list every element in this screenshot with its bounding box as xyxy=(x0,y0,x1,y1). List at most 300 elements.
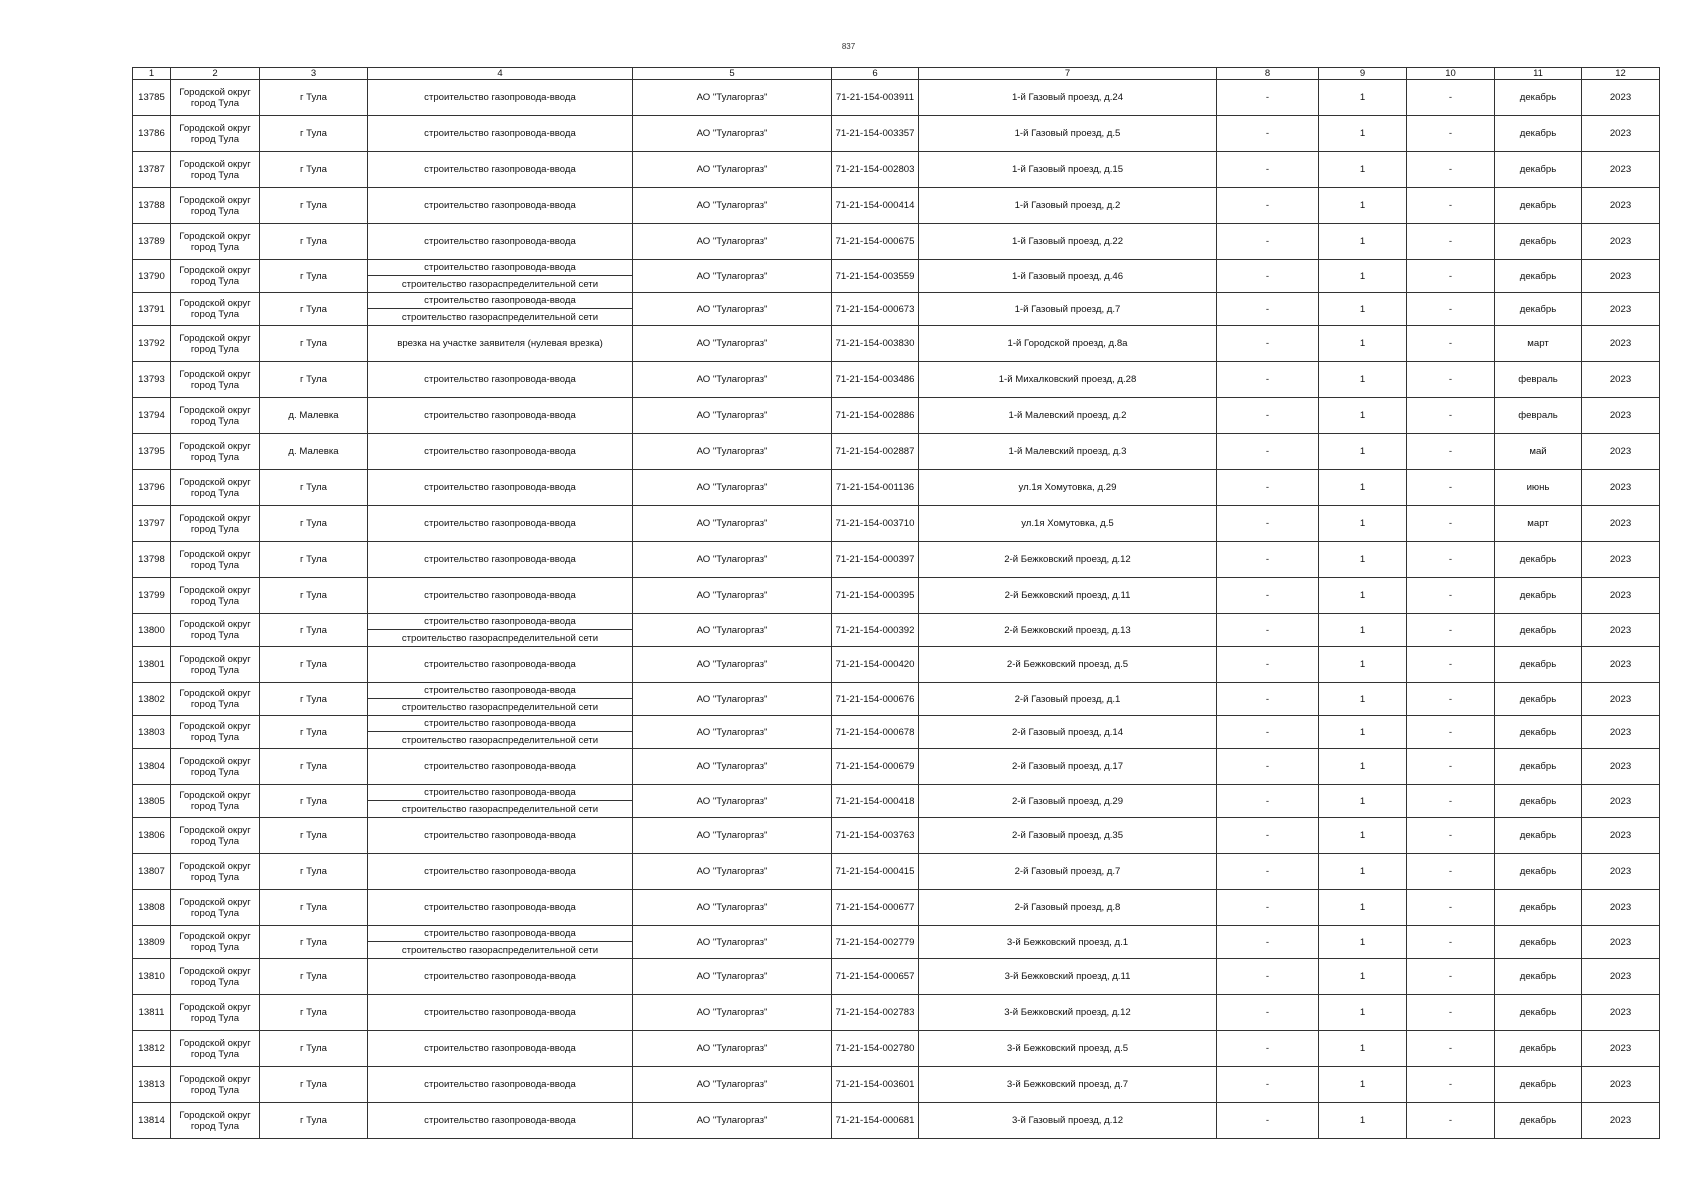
column-10-cell: - xyxy=(1407,995,1495,1031)
column-header: 11 xyxy=(1495,68,1582,80)
locality-cell: г Тула xyxy=(260,995,368,1031)
table-row xyxy=(133,293,1660,309)
works-cell: строительство газопровода-ввода xyxy=(368,116,633,152)
table-row xyxy=(133,716,1660,732)
table-row xyxy=(133,683,1660,699)
table-row xyxy=(133,1031,1660,1067)
column-8-cell: - xyxy=(1217,542,1319,578)
table-row xyxy=(133,434,1660,470)
column-8-cell: - xyxy=(1217,362,1319,398)
month-cell: май xyxy=(1495,434,1582,470)
column-10-cell: - xyxy=(1407,785,1495,818)
address-cell: 2-й Бежковский проезд, д.5 xyxy=(919,647,1217,683)
column-10-cell: - xyxy=(1407,890,1495,926)
object-code-cell: 71-21-154-003830 xyxy=(832,326,919,362)
column-8-cell: - xyxy=(1217,647,1319,683)
month-cell: декабрь xyxy=(1495,260,1582,293)
locality-cell: д. Малевка xyxy=(260,434,368,470)
column-10-cell: - xyxy=(1407,1103,1495,1139)
column-8-cell: - xyxy=(1217,260,1319,293)
column-9-cell: 1 xyxy=(1319,854,1407,890)
column-9-cell: 1 xyxy=(1319,614,1407,647)
address-cell: 2-й Газовый проезд, д.7 xyxy=(919,854,1217,890)
district-cell: Городской округ город Тула xyxy=(171,542,260,578)
district-cell: Городской округ город Тула xyxy=(171,1067,260,1103)
works-cell: строительство газопровода-ввода xyxy=(368,293,633,309)
year-cell: 2023 xyxy=(1582,434,1660,470)
works-cell: строительство газопровода-ввода xyxy=(368,152,633,188)
row-number-cell: 13785 xyxy=(133,80,171,116)
column-8-cell: - xyxy=(1217,578,1319,614)
object-code-cell: 71-21-154-000657 xyxy=(832,959,919,995)
column-10-cell: - xyxy=(1407,614,1495,647)
locality-cell: г Тула xyxy=(260,470,368,506)
locality-cell: г Тула xyxy=(260,716,368,749)
table-row xyxy=(133,854,1660,890)
column-8-cell: - xyxy=(1217,80,1319,116)
object-code-cell: 71-21-154-003486 xyxy=(832,362,919,398)
column-10-cell: - xyxy=(1407,260,1495,293)
column-8-cell: - xyxy=(1217,854,1319,890)
column-9-cell: 1 xyxy=(1319,224,1407,260)
address-cell: 3-й Бежковский проезд, д.1 xyxy=(919,926,1217,959)
works-cell: строительство газопровода-ввода xyxy=(368,188,633,224)
row-number-cell: 13796 xyxy=(133,470,171,506)
works-cell: строительство газораспределительной сети xyxy=(368,276,633,293)
column-10-cell: - xyxy=(1407,224,1495,260)
column-10-cell: - xyxy=(1407,683,1495,716)
row-number-cell: 13795 xyxy=(133,434,171,470)
works-cell: строительство газопровода-ввода xyxy=(368,890,633,926)
locality-cell: д. Малевка xyxy=(260,398,368,434)
object-code-cell: 71-21-154-002783 xyxy=(832,995,919,1031)
address-cell: 3-й Бежковский проезд, д.12 xyxy=(919,995,1217,1031)
organization-cell: АО "Тулагоргаз" xyxy=(633,398,832,434)
column-8-cell: - xyxy=(1217,224,1319,260)
address-cell: 2-й Бежковский проезд, д.11 xyxy=(919,578,1217,614)
address-cell: 2-й Газовый проезд, д.17 xyxy=(919,749,1217,785)
district-cell: Городской округ город Тула xyxy=(171,398,260,434)
object-code-cell: 71-21-154-003763 xyxy=(832,818,919,854)
month-cell: март xyxy=(1495,506,1582,542)
column-9-cell: 1 xyxy=(1319,470,1407,506)
works-cell: строительство газопровода-ввода xyxy=(368,959,633,995)
organization-cell: АО "Тулагоргаз" xyxy=(633,854,832,890)
column-header: 10 xyxy=(1407,68,1495,80)
organization-cell: АО "Тулагоргаз" xyxy=(633,890,832,926)
row-number-cell: 13808 xyxy=(133,890,171,926)
organization-cell: АО "Тулагоргаз" xyxy=(633,116,832,152)
district-cell: Городской округ город Тула xyxy=(171,1103,260,1139)
column-8-cell: - xyxy=(1217,683,1319,716)
column-10-cell: - xyxy=(1407,398,1495,434)
district-cell: Городской округ город Тула xyxy=(171,926,260,959)
row-number-cell: 13798 xyxy=(133,542,171,578)
table-row xyxy=(133,749,1660,785)
year-cell: 2023 xyxy=(1582,152,1660,188)
works-cell: строительство газораспределительной сети xyxy=(368,732,633,749)
address-cell: 1-й Городской проезд, д.8а xyxy=(919,326,1217,362)
year-cell: 2023 xyxy=(1582,116,1660,152)
address-cell: 1-й Малевский проезд, д.2 xyxy=(919,398,1217,434)
works-cell: строительство газопровода-ввода xyxy=(368,260,633,276)
month-cell: март xyxy=(1495,326,1582,362)
month-cell: февраль xyxy=(1495,362,1582,398)
organization-cell: АО "Тулагоргаз" xyxy=(633,578,832,614)
column-header: 9 xyxy=(1319,68,1407,80)
district-cell: Городской округ город Тула xyxy=(171,434,260,470)
locality-cell: г Тула xyxy=(260,647,368,683)
row-number-cell: 13790 xyxy=(133,260,171,293)
column-10-cell: - xyxy=(1407,854,1495,890)
district-cell: Городской округ город Тула xyxy=(171,470,260,506)
month-cell: февраль xyxy=(1495,398,1582,434)
column-9-cell: 1 xyxy=(1319,959,1407,995)
column-8-cell: - xyxy=(1217,1031,1319,1067)
month-cell: декабрь xyxy=(1495,785,1582,818)
address-cell: 1-й Газовый проезд, д.7 xyxy=(919,293,1217,326)
locality-cell: г Тула xyxy=(260,152,368,188)
district-cell: Городской округ город Тула xyxy=(171,749,260,785)
locality-cell: г Тула xyxy=(260,749,368,785)
locality-cell: г Тула xyxy=(260,293,368,326)
table-row xyxy=(133,152,1660,188)
works-cell: строительство газораспределительной сети xyxy=(368,699,633,716)
organization-cell: АО "Тулагоргаз" xyxy=(633,326,832,362)
column-10-cell: - xyxy=(1407,434,1495,470)
year-cell: 2023 xyxy=(1582,647,1660,683)
table-row xyxy=(133,785,1660,801)
year-cell: 2023 xyxy=(1582,1103,1660,1139)
organization-cell: АО "Тулагоргаз" xyxy=(633,785,832,818)
organization-cell: АО "Тулагоргаз" xyxy=(633,1103,832,1139)
year-cell: 2023 xyxy=(1582,716,1660,749)
address-cell: 1-й Малевский проезд, д.3 xyxy=(919,434,1217,470)
organization-cell: АО "Тулагоргаз" xyxy=(633,506,832,542)
table-row xyxy=(133,578,1660,614)
works-cell: строительство газопровода-ввода xyxy=(368,818,633,854)
district-cell: Городской округ город Тула xyxy=(171,578,260,614)
object-code-cell: 71-21-154-000415 xyxy=(832,854,919,890)
locality-cell: г Тула xyxy=(260,785,368,818)
year-cell: 2023 xyxy=(1582,818,1660,854)
month-cell: декабрь xyxy=(1495,1067,1582,1103)
month-cell: декабрь xyxy=(1495,890,1582,926)
column-9-cell: 1 xyxy=(1319,1031,1407,1067)
column-9-cell: 1 xyxy=(1319,188,1407,224)
column-8-cell: - xyxy=(1217,434,1319,470)
locality-cell: г Тула xyxy=(260,578,368,614)
object-code-cell: 71-21-154-000676 xyxy=(832,683,919,716)
table-row xyxy=(133,80,1660,116)
district-cell: Городской округ город Тула xyxy=(171,260,260,293)
column-10-cell: - xyxy=(1407,116,1495,152)
column-header: 5 xyxy=(633,68,832,80)
table-row xyxy=(133,542,1660,578)
row-number-cell: 13794 xyxy=(133,398,171,434)
address-cell: 3-й Бежковский проезд, д.11 xyxy=(919,959,1217,995)
table-row xyxy=(133,1103,1660,1139)
locality-cell: г Тула xyxy=(260,80,368,116)
month-cell: декабрь xyxy=(1495,995,1582,1031)
column-8-cell: - xyxy=(1217,926,1319,959)
column-10-cell: - xyxy=(1407,188,1495,224)
table-row xyxy=(133,647,1660,683)
object-code-cell: 71-21-154-000392 xyxy=(832,614,919,647)
organization-cell: АО "Тулагоргаз" xyxy=(633,614,832,647)
district-cell: Городской округ город Тула xyxy=(171,152,260,188)
organization-cell: АО "Тулагоргаз" xyxy=(633,926,832,959)
district-cell: Городской округ город Тула xyxy=(171,80,260,116)
column-9-cell: 1 xyxy=(1319,434,1407,470)
address-cell: 3-й Бежковский проезд, д.5 xyxy=(919,1031,1217,1067)
district-cell: Городской округ город Тула xyxy=(171,683,260,716)
organization-cell: АО "Тулагоргаз" xyxy=(633,1067,832,1103)
year-cell: 2023 xyxy=(1582,1031,1660,1067)
table-row xyxy=(133,818,1660,854)
works-cell: строительство газопровода-ввода xyxy=(368,362,633,398)
row-number-cell: 13789 xyxy=(133,224,171,260)
year-cell: 2023 xyxy=(1582,683,1660,716)
month-cell: декабрь xyxy=(1495,80,1582,116)
year-cell: 2023 xyxy=(1582,80,1660,116)
month-cell: декабрь xyxy=(1495,716,1582,749)
month-cell: декабрь xyxy=(1495,683,1582,716)
locality-cell: г Тула xyxy=(260,362,368,398)
row-number-cell: 13802 xyxy=(133,683,171,716)
year-cell: 2023 xyxy=(1582,326,1660,362)
district-cell: Городской округ город Тула xyxy=(171,326,260,362)
column-header: 6 xyxy=(832,68,919,80)
object-code-cell: 71-21-154-003559 xyxy=(832,260,919,293)
object-code-cell: 71-21-154-002803 xyxy=(832,152,919,188)
table-row xyxy=(133,470,1660,506)
table-row xyxy=(133,326,1660,362)
year-cell: 2023 xyxy=(1582,959,1660,995)
year-cell: 2023 xyxy=(1582,506,1660,542)
column-8-cell: - xyxy=(1217,749,1319,785)
organization-cell: АО "Тулагоргаз" xyxy=(633,647,832,683)
district-cell: Городской округ город Тула xyxy=(171,959,260,995)
column-header: 4 xyxy=(368,68,633,80)
locality-cell: г Тула xyxy=(260,506,368,542)
year-cell: 2023 xyxy=(1582,854,1660,890)
district-cell: Городской округ город Тула xyxy=(171,647,260,683)
organization-cell: АО "Тулагоргаз" xyxy=(633,818,832,854)
works-cell: строительство газопровода-ввода xyxy=(368,80,633,116)
month-cell: декабрь xyxy=(1495,818,1582,854)
district-cell: Городской округ город Тула xyxy=(171,1031,260,1067)
month-cell: декабрь xyxy=(1495,152,1582,188)
object-code-cell: 71-21-154-003601 xyxy=(832,1067,919,1103)
year-cell: 2023 xyxy=(1582,749,1660,785)
month-cell: декабрь xyxy=(1495,542,1582,578)
table-row xyxy=(133,614,1660,630)
year-cell: 2023 xyxy=(1582,470,1660,506)
column-9-cell: 1 xyxy=(1319,326,1407,362)
row-number-cell: 13812 xyxy=(133,1031,171,1067)
column-8-cell: - xyxy=(1217,1067,1319,1103)
column-9-cell: 1 xyxy=(1319,152,1407,188)
district-cell: Городской округ город Тула xyxy=(171,362,260,398)
month-cell: декабрь xyxy=(1495,926,1582,959)
locality-cell: г Тула xyxy=(260,1031,368,1067)
works-cell: строительство газопровода-ввода xyxy=(368,1031,633,1067)
address-cell: 1-й Михалковский проезд, д.28 xyxy=(919,362,1217,398)
column-header: 7 xyxy=(919,68,1217,80)
district-cell: Городской округ город Тула xyxy=(171,116,260,152)
works-cell: строительство газопровода-ввода xyxy=(368,716,633,732)
works-cell: строительство газопровода-ввода xyxy=(368,647,633,683)
object-code-cell: 71-21-154-000679 xyxy=(832,749,919,785)
column-10-cell: - xyxy=(1407,80,1495,116)
column-9-cell: 1 xyxy=(1319,926,1407,959)
address-cell: ул.1я Хомутовка, д.29 xyxy=(919,470,1217,506)
object-code-cell: 71-21-154-000397 xyxy=(832,542,919,578)
column-number-row xyxy=(133,68,1660,80)
row-number-cell: 13804 xyxy=(133,749,171,785)
column-8-cell: - xyxy=(1217,614,1319,647)
district-cell: Городской округ город Тула xyxy=(171,224,260,260)
table-row xyxy=(133,995,1660,1031)
row-number-cell: 13786 xyxy=(133,116,171,152)
district-cell: Городской округ город Тула xyxy=(171,188,260,224)
row-number-cell: 13803 xyxy=(133,716,171,749)
year-cell: 2023 xyxy=(1582,614,1660,647)
table-row xyxy=(133,959,1660,995)
column-10-cell: - xyxy=(1407,1031,1495,1067)
works-cell: строительство газопровода-ввода xyxy=(368,926,633,942)
column-9-cell: 1 xyxy=(1319,1103,1407,1139)
works-cell: строительство газопровода-ввода xyxy=(368,785,633,801)
column-header: 12 xyxy=(1582,68,1660,80)
column-9-cell: 1 xyxy=(1319,683,1407,716)
month-cell: декабрь xyxy=(1495,224,1582,260)
locality-cell: г Тула xyxy=(260,683,368,716)
organization-cell: АО "Тулагоргаз" xyxy=(633,683,832,716)
table-row xyxy=(133,362,1660,398)
locality-cell: г Тула xyxy=(260,542,368,578)
row-number-cell: 13787 xyxy=(133,152,171,188)
column-9-cell: 1 xyxy=(1319,362,1407,398)
address-cell: 2-й Газовый проезд, д.29 xyxy=(919,785,1217,818)
organization-cell: АО "Тулагоргаз" xyxy=(633,716,832,749)
year-cell: 2023 xyxy=(1582,1067,1660,1103)
works-cell: строительство газораспределительной сети xyxy=(368,630,633,647)
column-8-cell: - xyxy=(1217,326,1319,362)
works-cell: строительство газопровода-ввода xyxy=(368,470,633,506)
row-number-cell: 13792 xyxy=(133,326,171,362)
table-row xyxy=(133,224,1660,260)
column-10-cell: - xyxy=(1407,152,1495,188)
object-code-cell: 71-21-154-002886 xyxy=(832,398,919,434)
column-10-cell: - xyxy=(1407,716,1495,749)
column-8-cell: - xyxy=(1217,188,1319,224)
organization-cell: АО "Тулагоргаз" xyxy=(633,224,832,260)
column-10-cell: - xyxy=(1407,1067,1495,1103)
month-cell: декабрь xyxy=(1495,854,1582,890)
row-number-cell: 13809 xyxy=(133,926,171,959)
column-8-cell: - xyxy=(1217,818,1319,854)
address-cell: 3-й Бежковский проезд, д.7 xyxy=(919,1067,1217,1103)
works-cell: строительство газопровода-ввода xyxy=(368,398,633,434)
column-10-cell: - xyxy=(1407,926,1495,959)
row-number-cell: 13810 xyxy=(133,959,171,995)
column-9-cell: 1 xyxy=(1319,890,1407,926)
object-code-cell: 71-21-154-000677 xyxy=(832,890,919,926)
column-9-cell: 1 xyxy=(1319,647,1407,683)
district-cell: Городской округ город Тула xyxy=(171,506,260,542)
locality-cell: г Тула xyxy=(260,926,368,959)
object-code-cell: 71-21-154-000420 xyxy=(832,647,919,683)
column-10-cell: - xyxy=(1407,326,1495,362)
address-cell: 2-й Бежковский проезд, д.13 xyxy=(919,614,1217,647)
column-9-cell: 1 xyxy=(1319,578,1407,614)
year-cell: 2023 xyxy=(1582,785,1660,818)
object-code-cell: 71-21-154-002887 xyxy=(832,434,919,470)
column-9-cell: 1 xyxy=(1319,398,1407,434)
month-cell: декабрь xyxy=(1495,188,1582,224)
district-cell: Городской округ город Тула xyxy=(171,995,260,1031)
locality-cell: г Тула xyxy=(260,818,368,854)
row-number-cell: 13799 xyxy=(133,578,171,614)
organization-cell: АО "Тулагоргаз" xyxy=(633,362,832,398)
address-cell: 3-й Газовый проезд, д.12 xyxy=(919,1103,1217,1139)
table-row xyxy=(133,926,1660,942)
row-number-cell: 13813 xyxy=(133,1067,171,1103)
table-row xyxy=(133,188,1660,224)
works-cell: строительство газопровода-ввода xyxy=(368,614,633,630)
address-cell: 1-й Газовый проезд, д.22 xyxy=(919,224,1217,260)
district-cell: Городской округ город Тула xyxy=(171,785,260,818)
column-9-cell: 1 xyxy=(1319,116,1407,152)
column-8-cell: - xyxy=(1217,470,1319,506)
month-cell: декабрь xyxy=(1495,1103,1582,1139)
year-cell: 2023 xyxy=(1582,224,1660,260)
year-cell: 2023 xyxy=(1582,542,1660,578)
column-9-cell: 1 xyxy=(1319,260,1407,293)
column-10-cell: - xyxy=(1407,470,1495,506)
column-10-cell: - xyxy=(1407,542,1495,578)
locality-cell: г Тула xyxy=(260,1067,368,1103)
registry-table xyxy=(132,67,1660,1139)
address-cell: 2-й Газовый проезд, д.35 xyxy=(919,818,1217,854)
organization-cell: АО "Тулагоргаз" xyxy=(633,293,832,326)
row-number-cell: 13801 xyxy=(133,647,171,683)
works-cell: строительство газопровода-ввода xyxy=(368,683,633,699)
column-8-cell: - xyxy=(1217,398,1319,434)
column-8-cell: - xyxy=(1217,1103,1319,1139)
month-cell: декабрь xyxy=(1495,1031,1582,1067)
column-8-cell: - xyxy=(1217,959,1319,995)
table-row xyxy=(133,398,1660,434)
column-8-cell: - xyxy=(1217,995,1319,1031)
year-cell: 2023 xyxy=(1582,995,1660,1031)
address-cell: 2-й Бежковский проезд, д.12 xyxy=(919,542,1217,578)
district-cell: Городской округ город Тула xyxy=(171,890,260,926)
locality-cell: г Тула xyxy=(260,959,368,995)
column-10-cell: - xyxy=(1407,647,1495,683)
column-header: 1 xyxy=(133,68,171,80)
row-number-cell: 13805 xyxy=(133,785,171,818)
locality-cell: г Тула xyxy=(260,1103,368,1139)
locality-cell: г Тула xyxy=(260,890,368,926)
object-code-cell: 71-21-154-003357 xyxy=(832,116,919,152)
column-8-cell: - xyxy=(1217,293,1319,326)
column-8-cell: - xyxy=(1217,506,1319,542)
row-number-cell: 13800 xyxy=(133,614,171,647)
column-header: 8 xyxy=(1217,68,1319,80)
